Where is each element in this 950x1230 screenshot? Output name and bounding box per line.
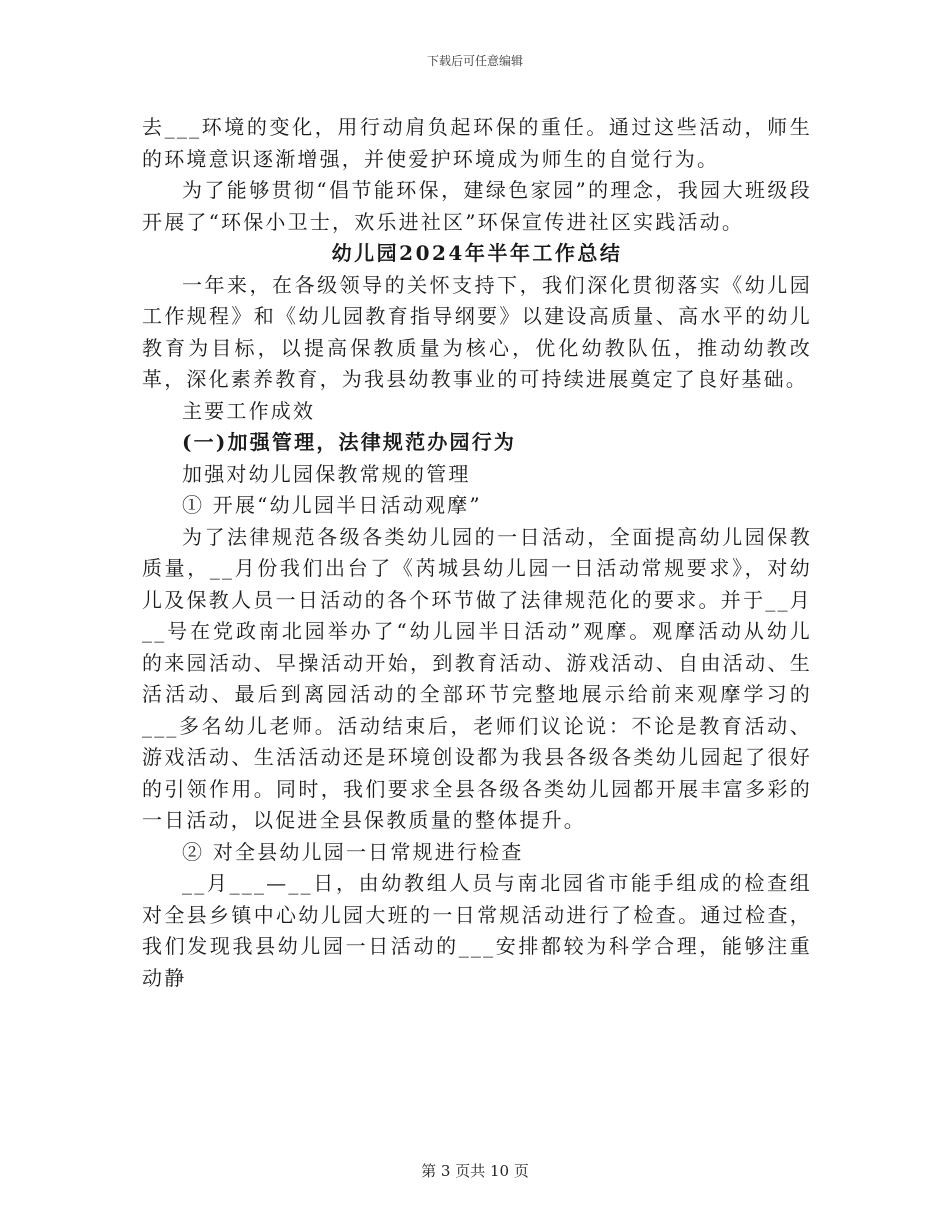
paragraph-environment-activity: 为了能够贯彻“倡节能环保，建绿色家园”的理念，我园大班级段开展了“环保小卫士，欢乐进社区”环保宣传进社区实践活动。 xyxy=(142,178,812,234)
paragraph-observation-detail: 为了法律规范各级各类幼儿园的一日活动，全面提高幼儿园保教质量，__月份我们出台了《芮城县幼儿园一日活动常规要求》，对幼儿及保教人员一日活动的各个环节做了法律规范化的要求。并于__月__号在党政南北园举办了“幼儿园半日活动”观摩。观摩活动从幼儿的来园活动、早操活动开始，到教育活动、游戏活动、自由活动、生活活动、最后到离园活动的全部环节完整地展示给前来观摩学习的___多名幼儿老师。活动结束后，老师们议论说：不论是教育活动、游戏活动、生活活动还是环境创设都为我县各级各类幼儿园起了很好的引领作用。同时，我们要求全县各级各类幼儿园都开展丰富多彩的一日活动，以促进全县保教质量的整体提升。 xyxy=(142,524,812,832)
document-title: 幼儿园2024年半年工作总结 xyxy=(331,241,623,265)
item-heading-observation: ① 开展“幼儿园半日活动观摩” xyxy=(182,493,482,517)
paragraph-inspection-detail: __月___—__日，由幼教组人员与南北园省市能手组成的检查组对全县乡镇中心幼儿园大班的一日常规活动进行了检查。通过检查，我们发现我县幼儿园一日活动的___安排都较为科学合理，能够注重动静 xyxy=(142,871,812,990)
page-footer-number: 第 3 页共 10 页 xyxy=(421,1162,529,1180)
document-body xyxy=(142,112,812,994)
page-header-note: 下载后可任意编辑 xyxy=(426,54,523,68)
paragraph-continuation: 去___环境的变化，用行动肩负起环保的重任。通过这些活动，师生的环境意识逐渐增强，并使爱护环境成为师生的自觉行为。 xyxy=(142,115,812,171)
section-heading-achievements: 主要工作成效 xyxy=(182,398,316,423)
item-heading-inspection: ② 对全县幼儿园一日常规进行检查 xyxy=(182,839,524,864)
paragraph-intro: 一年来，在各级领导的关怀支持下，我们深化贯彻落实《幼儿园工作规程》和《幼儿园教育指导纲要》以建设高质量、高水平的幼儿教育为目标，以提高保教质量为核心，优化幼教队伍，推动幼教改革，深化素养教育，为我县幼教事业的可持续进展奠定了良好基础。 xyxy=(142,272,812,391)
section-heading-management: (一)加强管理，法律规范办园行为 xyxy=(182,430,517,454)
subheading-routine-management: 加强对幼儿园保教常规的管理 xyxy=(182,461,471,486)
